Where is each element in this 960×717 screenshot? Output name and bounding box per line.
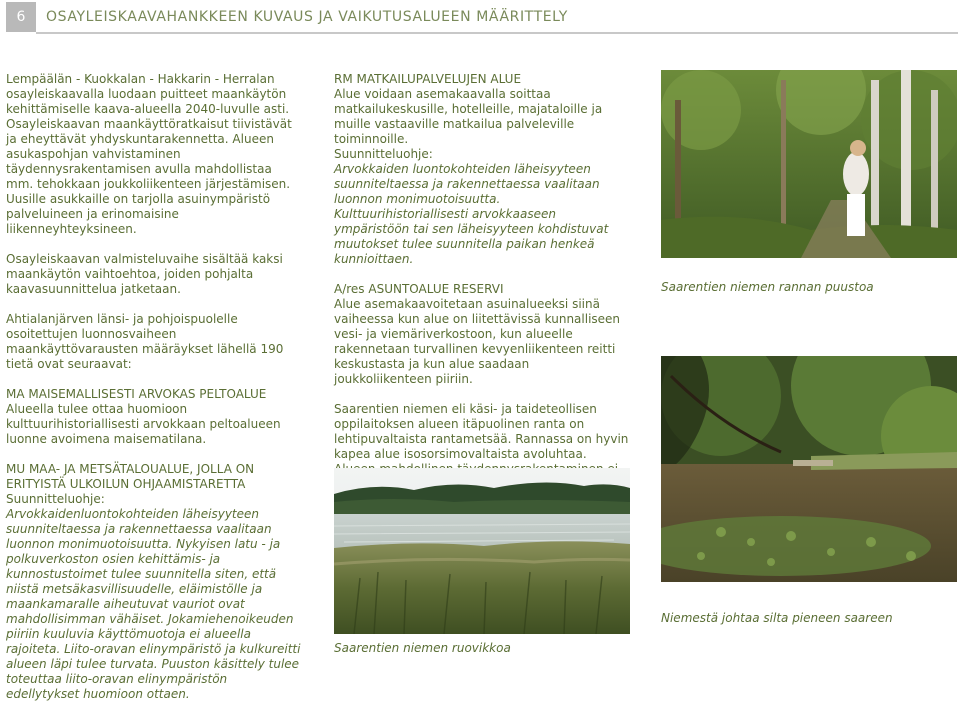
ma-section bbox=[6, 387, 302, 447]
rm-heading: RM MATKAILUPALVELUJEN ALUE bbox=[334, 72, 522, 86]
mu-guideline-text: Arvokkaidenluontokohteiden läheisyyteen suunniteltaessa ja rakennettaessa vaalitaan luonnon monimuotoisuutta. Nykyisen latu - ja polkuverkoston osien kehittämis- ja kunnostustoimet tulee suunnitella siten, että niistä metsäkasvillisuudelle, eläimistölle ja maankamaralle aiheutuvat vauriot ovat mahdollisimman vähäiset. Jokamiehenoikeuden piiriin kuuluvia käyttömuotoja ei alueella rajoiteta. Liito-oravan elinympäristö ja kulkureitti alueen läpi tulee turvata. Puuston käsittely tulee toteuttaa liito-oravan elinympäristön edellytykset huomioon ottaen. bbox=[6, 507, 301, 701]
reeds-photo bbox=[334, 468, 630, 634]
page-header bbox=[0, 0, 960, 36]
forest-caption: Saarentien niemen rannan puustoa bbox=[661, 280, 874, 294]
mu-subheading: Suunnitteluohje: bbox=[6, 492, 105, 506]
text-column-left bbox=[6, 72, 302, 717]
rm-text: Alue voidaan asemakaavalla soittaa matkailukeskusille, hotelleille, majataloille ja muille vastaaville matkailua palveleville toiminnoille. bbox=[334, 87, 603, 146]
regulations-intro-paragraph: Ahtialanjärven länsi- ja pohjoispuolelle osoitettujen luonnosvaiheen maankäyttövarausten määräykset lähellä 190 tietä ovat seuraavat: bbox=[6, 312, 284, 371]
ma-heading: MA MAISEMALLISESTI ARVOKAS PELTOALUE bbox=[6, 387, 267, 401]
ares-text: Alue asemakaavoitetaan asuinalueeksi siinä vaiheessa kun alue on liitettävissä kunnalliseen vesi- ja viemäriverkostoon, kun alueelle rakennetaan turvallinen kevyenliikenteen reitti keskustasta ja kun alue saadaan joukkoliikenteen piiriin. bbox=[334, 297, 621, 386]
forest-image bbox=[661, 70, 957, 258]
reeds-image bbox=[334, 468, 630, 634]
page-title: OSAYLEISKAAVAHANKKEEN KUVAUS JA VAIKUTUSALUEEN MÄÄRITTELY bbox=[46, 9, 568, 25]
bridge-photo bbox=[661, 356, 957, 582]
ares-heading: A/res ASUNTOALUE RESERVI bbox=[334, 282, 504, 296]
reeds-caption: Saarentien niemen ruovikkoa bbox=[334, 641, 511, 655]
header-divider bbox=[36, 32, 958, 34]
intro-paragraph: Lempäälän - Kuokkalan - Hakkarin - Herralan osayleiskaavalla luodaan puitteet maankäytön kehittämiselle kaava-alueella 2040-luvulle asti. Osayleiskaavan maankäyttöratkaisut tiivistävät ja eheyttävät yhdyskuntarakennetta. Alueen asukaspohjan vahvistaminen täydennysrakentamisen avulla mahdollistaa mm. tehokkaan joukkoliikenteen järjestämisen. Uusille asukkaille on tarjolla asuinympäristö palveluineen ja erinomaisine liikenneyhteyksineen. bbox=[6, 72, 292, 236]
stage-paragraph: Osayleiskaavan valmisteluvaihe sisältää kaksi maankäytön vaihtoehtoa, joiden pohjalta kaavasuunnittelua jatketaan. bbox=[6, 252, 283, 296]
mu-section bbox=[6, 462, 302, 702]
saarentie-paragraph: Saarentien niemen eli käsi- ja taideteollisen oppilaitoksen alueen itäpuolinen ranta on lehtipuvaltaista rantametsää. Rannassa on hyvin kapea alue isosorsimovaltaista avoluhtaa. bbox=[334, 402, 629, 461]
rm-guideline-text: Arvokkaiden luontokohteiden läheisyyteen suunniteltaessa ja rakennettaessa vaalitaan luonnon monimuotoisuutta. Kulttuurihistoriallisesti arvokkaaseen ympäristöön tai sen läheisyyteen kohdistuvat muutokset tulee suunnitella paikan henkeä kunnioittaen. bbox=[334, 162, 609, 266]
bridge-caption: Niemestä johtaa silta pieneen saareen bbox=[661, 611, 893, 625]
rm-subheading: Suunnitteluohje: bbox=[334, 147, 433, 161]
rm-section bbox=[334, 72, 630, 267]
bridge-image bbox=[661, 356, 957, 582]
mu-heading: MU MAA- JA METSÄTALOUALUE, JOLLA ON ERITYISTÄ ULKOILUN OHJAAMISTARETTA bbox=[6, 462, 255, 491]
forest-photo bbox=[661, 70, 957, 258]
page-number: 6 bbox=[6, 2, 36, 32]
ma-text: Alueella tulee ottaa huomioon kulttuurihistoriallisesti arvokkaan peltoalueen luonne avoimena maisematilana. bbox=[6, 402, 281, 446]
ares-section bbox=[334, 282, 630, 387]
